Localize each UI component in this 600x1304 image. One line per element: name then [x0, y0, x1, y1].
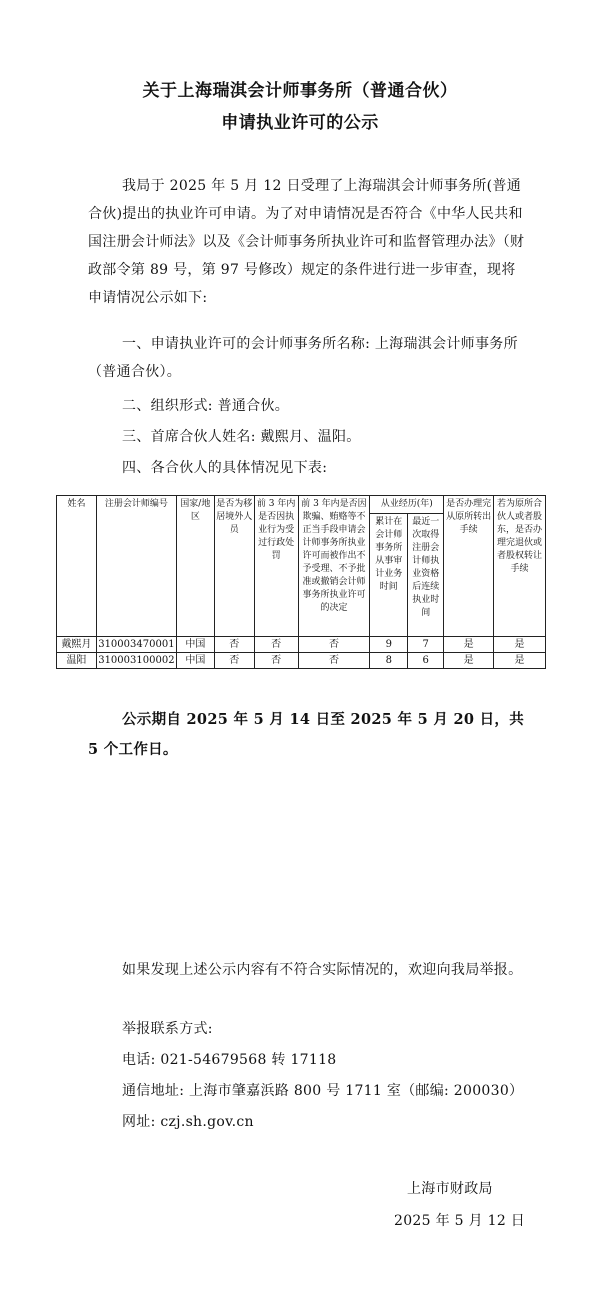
contact-title: 举报联系方式:	[122, 1021, 213, 1037]
publicity-text: 公示期自 2025 年 5 月 14 日至 2025 年 5 月 20 日，共 5 个工作日。	[88, 711, 525, 758]
item-3-text: 三、首席合伙人姓名: 戴熙月、温阳。	[122, 429, 361, 445]
item-1-paragraph	[88, 330, 528, 386]
table-header-row	[57, 496, 546, 514]
contact-website: 网址: czj.sh.gov.cn	[122, 1114, 254, 1130]
header-country: 国家/地区	[176, 496, 214, 637]
header-violation: 前 3 年内是否因执业行为受过行政处罚	[254, 496, 298, 637]
cell-exp-recent: 6	[408, 653, 444, 669]
cell-country: 中国	[176, 637, 214, 653]
cell-resident: 否	[214, 637, 254, 653]
cell-resident: 否	[214, 653, 254, 669]
cell-retire: 是	[494, 653, 546, 669]
contact-address: 通信地址: 上海市肇嘉浜路 800 号 1711 室（邮编: 200030）	[122, 1083, 524, 1099]
signature-org: 上海市财政局	[407, 1181, 493, 1197]
contact-phone: 电话: 021-54679568 转 17118	[122, 1052, 337, 1068]
cell-violation: 否	[254, 637, 298, 653]
intro-paragraph	[88, 172, 528, 312]
item-2-paragraph	[88, 392, 528, 420]
publicity-paragraph	[88, 705, 528, 765]
cell-cpa-no: 310003100002	[96, 653, 176, 669]
partners-table	[56, 495, 546, 669]
report-paragraph	[88, 955, 528, 985]
cell-exp-recent: 7	[408, 637, 444, 653]
header-name: 姓名	[57, 496, 97, 637]
table-row	[57, 637, 546, 653]
header-retire: 若为原所合伙人或者股东，是否办理完退伙或者股权转让手续	[494, 496, 546, 637]
item-1-text: 一、申请执业许可的会计师事务所名称: 上海瑞淇会计师事务所（普通合伙）。	[88, 336, 518, 380]
cell-name: 戴熙月	[57, 637, 97, 653]
item-3-paragraph	[88, 423, 528, 451]
cell-fraud: 否	[298, 637, 370, 653]
header-exp-total: 累计在会计师事务所从事审计业务时间	[370, 514, 408, 637]
cell-fraud: 否	[298, 653, 370, 669]
cell-country: 中国	[176, 653, 214, 669]
item-4-paragraph	[88, 454, 528, 482]
header-exp-recent: 最近一次取得注册会计师执业资格后连续执业时间	[408, 514, 444, 637]
cell-exp-total: 9	[370, 637, 408, 653]
page-title-line2: 申请执业许可的公示	[221, 113, 379, 133]
item-2-text: 二、组织形式: 普通合伙。	[122, 398, 290, 414]
cell-transfer: 是	[444, 653, 494, 669]
table-row	[57, 653, 546, 669]
cell-name: 温阳	[57, 653, 97, 669]
cell-cpa-no: 310003470001	[96, 637, 176, 653]
header-cpa-no: 注册会计师编号	[96, 496, 176, 637]
report-text: 如果发现上述公示内容有不符合实际情况的，欢迎向我局举报。	[122, 962, 523, 978]
cell-exp-total: 8	[370, 653, 408, 669]
page-title-line1: 关于上海瑞淇会计师事务所（普通合伙）	[142, 81, 458, 101]
cell-retire: 是	[494, 637, 546, 653]
header-resident: 是否为移居境外人员	[214, 496, 254, 637]
signature-date: 2025 年 5 月 12 日	[394, 1213, 526, 1229]
cell-transfer: 是	[444, 637, 494, 653]
cell-violation: 否	[254, 653, 298, 669]
header-fraud: 前 3 年内是否因欺骗、贿赂等不正当手段申请会计师事务所执业许可而被作出不予受理、不予批准或撤销会计师事务所执业许可的决定	[298, 496, 370, 637]
item-4-text: 四、各合伙人的具体情况见下表:	[122, 460, 328, 476]
header-experience-group: 从业经历(年)	[370, 496, 444, 514]
header-transfer: 是否办理完从原所转出手续	[444, 496, 494, 637]
intro-text: 我局于 2025 年 5 月 12 日受理了上海瑞淇会计师事务所(普通合伙)提出的执业许可申请。为了对申请情况是否符合《中华人民共和国注册会计师法》以及《会计师事务所执业许可和监督管理办法》（财政部令第 89 号，第 97 号修改）规定的条件进行进一步审查，现将申请情况公示如下:	[88, 178, 525, 306]
